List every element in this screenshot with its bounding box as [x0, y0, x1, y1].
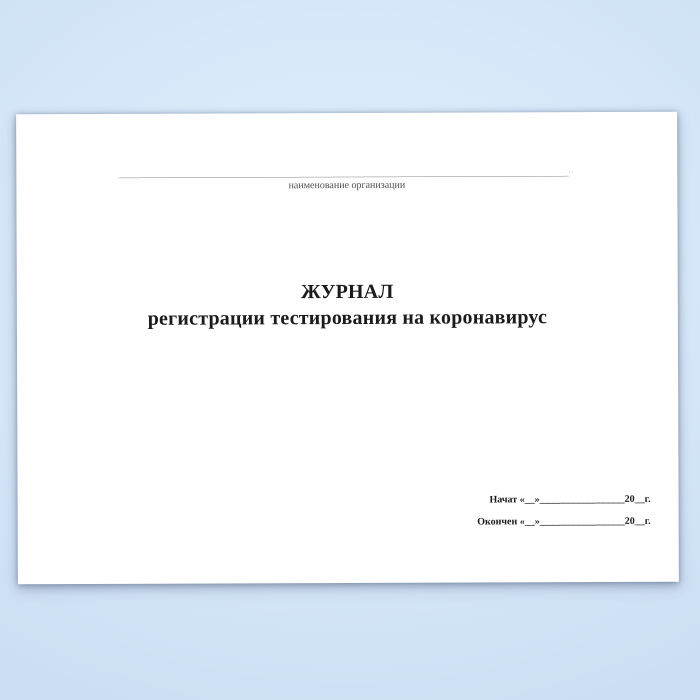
date-finished-line: Окончен «__»_________________20__г.: [477, 515, 651, 528]
journal-title-line2: регистрации тестирования на коронавирус: [147, 306, 548, 330]
blank-line-end-marks: ..: [568, 166, 576, 175]
journal-cover-page: [16, 112, 679, 585]
journal-title: [17, 278, 678, 333]
blank-line-underscores: __________________________________________________________________________________________: [118, 167, 569, 180]
journal-title-line1: ЖУРНАЛ: [300, 280, 394, 304]
date-started-line: Начат «__»_________________20__г.: [489, 493, 651, 506]
organization-header: [16, 164, 677, 194]
organization-name-caption: наименование организации: [288, 179, 406, 192]
journal-dates: [477, 489, 651, 534]
